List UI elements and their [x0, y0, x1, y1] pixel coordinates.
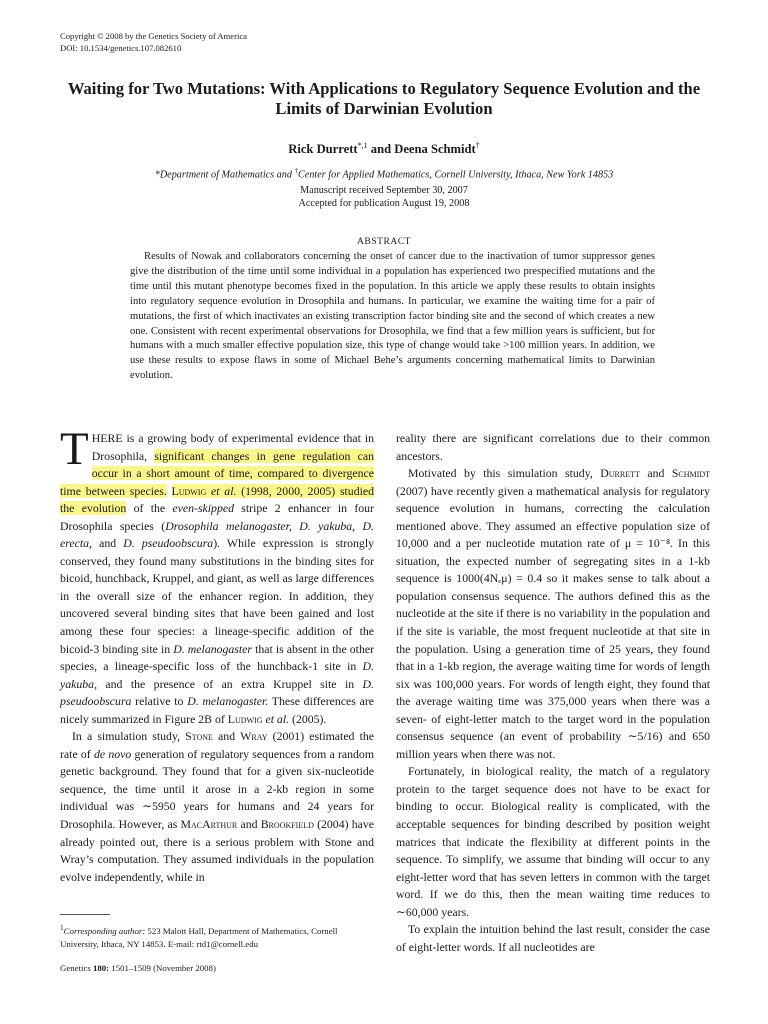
footnote-label: Corresponding author:	[63, 925, 146, 936]
species-name: D. pseudoobscura	[123, 536, 214, 551]
footnote	[60, 921, 374, 951]
citation-author[interactable]: Durrett	[600, 466, 640, 481]
author-marks: †	[475, 141, 480, 150]
text-run: of the	[126, 501, 173, 516]
text-run: HERE is a growing body of experimental evidence that in Drosophila,	[91, 431, 374, 463]
affiliation-line	[60, 167, 708, 180]
italic-text: et al.	[265, 711, 290, 726]
citation-author[interactable]: Brookfield	[260, 817, 314, 832]
citation-author[interactable]: Schmidt	[671, 466, 710, 481]
text-run: reality there are significant correlations due to their common ancestors.	[396, 431, 710, 463]
left-column	[60, 423, 375, 886]
italic-text: et al.	[211, 483, 237, 498]
footnote-text[interactable]: 523 Malott Hall, Department of Mathematics, Cornell University, Ithaca, NY 14853. E-mail: rtd1@cornell.edu	[60, 925, 338, 949]
text-run: In a simulation study,	[72, 729, 186, 744]
author-conjunction: and	[370, 142, 392, 157]
doi-line[interactable]: DOI: 10.1534/genetics.107.082610	[60, 42, 182, 53]
body-paragraph	[396, 465, 710, 763]
citation-author[interactable]: Stone	[185, 729, 213, 744]
body-paragraph	[60, 423, 375, 728]
body-paragraph	[396, 763, 710, 921]
text-run: relative to	[131, 694, 188, 709]
text-run: and the presence of an extra Kruppel site in	[97, 676, 363, 691]
manuscript-dates	[60, 184, 708, 210]
journal-pages: 1501–1509 (November 2008)	[109, 963, 216, 973]
journal-citation	[60, 963, 216, 973]
body-paragraph	[396, 921, 710, 956]
species-name: D. melanogaster	[173, 641, 253, 656]
article-title: Waiting for Two Mutations: With Applications to Regulatory Sequence Evolution and the Limits of Darwinian Evolution	[67, 79, 701, 118]
citation-author: Ludwig	[171, 483, 207, 498]
affiliation-dept: Center for Applied Mathematics, Cornell University, Ithaca, New York 14853	[298, 169, 614, 181]
text-run: that is absent in the other species, a lineage-specific loss of the hunchback-1 site in	[60, 641, 375, 674]
journal-name: Genetics	[60, 963, 93, 973]
text-run: and	[237, 817, 261, 832]
accepted-date: Accepted for publication August 19, 2008	[298, 198, 470, 209]
text-run: and	[212, 729, 241, 744]
text-run: (2004) have already pointed out, there is a serious problem with Stone and Wray’s computation. They assumed individuals in the population evolve independently, while in	[60, 817, 374, 884]
copyright-notice	[60, 31, 247, 54]
abstract-heading: ABSTRACT	[356, 236, 412, 247]
drop-cap: T	[60, 423, 89, 475]
text-run: (2005).	[289, 711, 327, 726]
text-run: generation of regulatory sequences from a random genetic background. They found that for a given six-nucleotide sequence, the time until it arose in a 2-kb region in some individual was ∼5950 years for humans and 24 years for Drosophila. However, as	[60, 746, 374, 832]
text-run: To explain the intuition behind the last result, consider the case of eight-letter words. If all nucleotides are	[396, 922, 710, 954]
text-run: (1998, 2000, 2005) studied the evolution	[60, 483, 375, 516]
journal-volume: 180:	[92, 963, 110, 973]
author-marks: *,1	[357, 141, 368, 150]
text-run: and	[639, 466, 672, 481]
citation-author[interactable]: Ludwig	[227, 711, 263, 726]
body-paragraph	[60, 728, 374, 886]
text-run: (2001) estimated the rate of	[60, 729, 375, 761]
species-name: D. pseudoobscura	[60, 676, 374, 709]
text-run: Fortunately, in biological reality, the match of a regulatory protein to the target sequence does not have to be exact for binding to occur. Biological reality is complicated, with the acceptable sequences for binding described by position weight matrices that indicate the flexibility at different points in the sequence. To simplify, we assume that binding will occur to any eight-letter word that has seven letters in common with the target word. If we do this, then the mean waiting time reduces to ∼60,000 years.	[396, 764, 710, 919]
text-run: Motivated by this simulation study,	[408, 466, 601, 481]
text-run: and	[92, 536, 124, 551]
text-run: (2007) have recently given a mathematical analysis for regulatory sequence evolution in humans, correcting the calculation mentioned above. They assumed an effective population size of 10,000 and a per nucleotide mutation rate of μ = 10⁻⁸. In this situation, the expected number of segregating sites in a 1-kb sequence is 1000(4Nₑμ) = 0.4 so it makes sense to talk about a population consensus sequence. The authors defined this as the nucleotide at the site if there is no variability in the population and if the site is variable, the most frequent nucleotide at that site in the population. Using a generation time of 25 years, they found that in a 1-kb region, the average waiting time for words of length six was 100,000 years. For words of length eight, they found that the average waiting time was 375,000 years when there was a seven- of eight-letter match to the target word in the population consensus sequence (an event of probability ∼5/16) and 650 million years when there was not.	[396, 483, 710, 761]
text-run: These differences are nicely summarized in Figure 2B of	[60, 694, 375, 726]
citation-author[interactable]: MacArthur	[180, 817, 238, 832]
footnote-mark: 1	[60, 923, 64, 932]
species-name: Drosophila melanogaster, D. yakuba, D. erecta,	[60, 518, 374, 551]
copyright-line: Copyright © 2008 by the Genetics Society of America	[60, 31, 247, 41]
abstract-text: Results of Nowak and collaborators concerning the onset of cancer due to the inactivation of tumor suppressor genes give the distribution of the time until some individual in a population has experienced two prespecified mutations and the time until this mutant phenotype becomes fixed in the population. In this article we apply these results to obtain insights into regulatory sequence evolution in Drosophila and humans. In particular, we examine the waiting time for a pair of mutations, the first of which inactivates an existing transcription factor binding site and the second of which creates a new one. Consistent with recent experimental observations for Drosophila, we find that a few million years is sufficient, but for humans with a much smaller effective population size, this type of change would take >100 million years. In addition, we use these results to expose flaws in some of Michael Behe’s arguments concerning mathematical limits to Darwinian evolution.	[130, 251, 655, 382]
species-name: D. yakuba,	[60, 659, 374, 691]
author-line	[60, 141, 708, 157]
affiliation-mark: *	[154, 169, 160, 181]
highlighted-text[interactable]: significant changes in gene regulation can occur in a short amount of time, compared to divergence time between species.	[60, 448, 374, 498]
affiliation-mark: †	[294, 167, 299, 175]
italic-text: even-skipped	[172, 501, 234, 516]
footnote-rule	[60, 914, 110, 915]
affiliation-dept: Department of Mathematics and	[159, 169, 292, 181]
text-run: ). While expression is strongly conserved, they found many substitutions in the binding sites for bicoid, hunchback, Kruppel, and giant, as well as large differences in the overall size of the enhancer region. In addition, they uncovered several binding sites that have been gained and lost among these four species: a lineage-specific addition of the bicoid-3 binding site in	[60, 536, 374, 656]
italic-text: de novo	[93, 746, 132, 761]
species-name: D. melanogaster.	[187, 694, 269, 709]
right-column	[396, 430, 710, 956]
citation-author[interactable]: Wray	[240, 729, 268, 744]
body-paragraph	[396, 430, 710, 465]
author-name[interactable]: Deena Schmidt	[394, 142, 476, 157]
author-name[interactable]: Rick Durrett	[288, 142, 358, 157]
text-run: stripe 2 enhancer in four Drosophila species (	[60, 501, 374, 533]
received-date: Manuscript received September 30, 2007	[300, 185, 468, 196]
